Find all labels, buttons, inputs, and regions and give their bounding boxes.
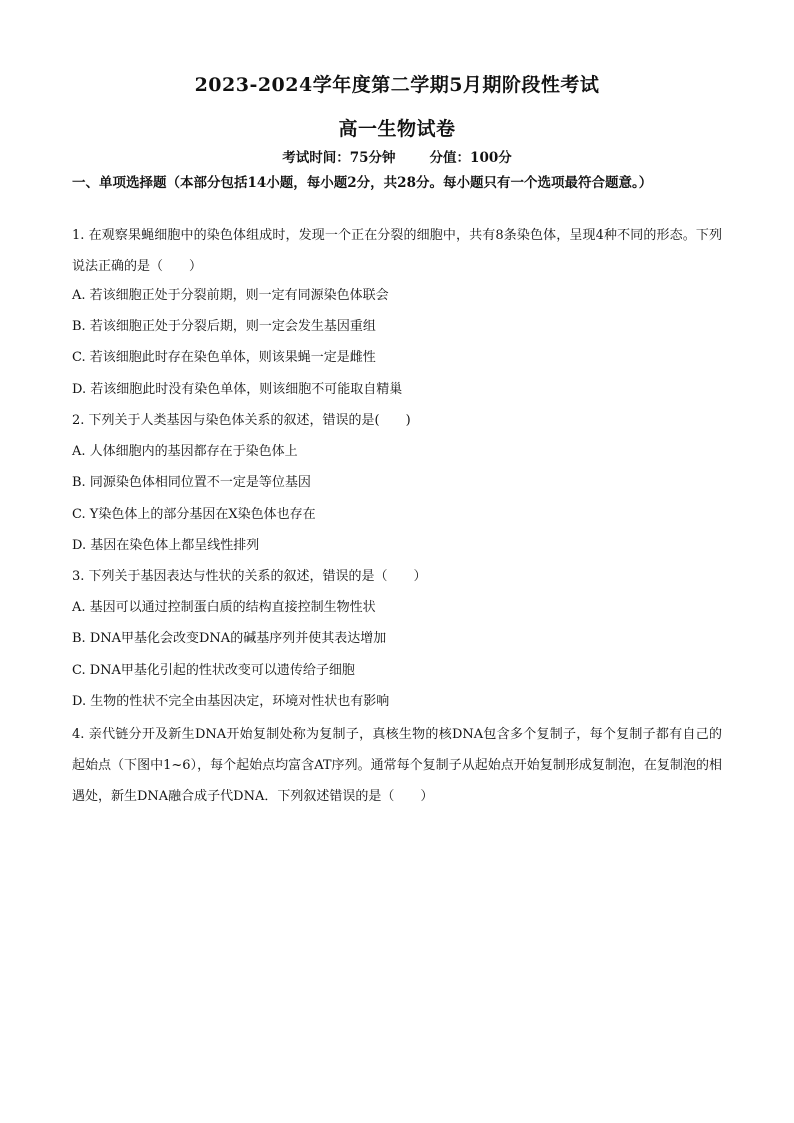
question-1-stem: 1. 在观察果蝇细胞中的染色体组成时，发现一个正在分裂的细胞中，共有8条染色体，呈现4种不同的形态。下列说法正确的是（ ） xyxy=(72,228,722,274)
question-3-stem: 3. 下列关于基因表达与性状的关系的叙述，错误的是（ ） xyxy=(72,569,427,584)
question-2-option-a: A. 人体细胞内的基因都存在于染色体上 xyxy=(72,444,298,459)
exam-time: 考试时间：75分钟 xyxy=(282,150,396,166)
question-2-option-d: D. 基因在染色体上都呈线性排列 xyxy=(72,538,260,553)
question-2-option-c: C. Y染色体上的部分基因在X染色体也存在 xyxy=(72,507,316,522)
exam-score: 分值：100分 xyxy=(429,150,512,166)
question-4-stem: 4. 亲代链分开及新生DNA开始复制处称为复制子，真核生物的核DNA包含多个复制子，每个复制子都有自己的起始点（下图中1~6），每个起始点均富含AT序列。通常每个复制子从起始点开始复制形成复制泡，在复制泡的相遇处，新生DNA融合成子代DNA．下列叙述错误的是（ ） xyxy=(72,727,722,804)
question-3-option-a: A. 基因可以通过控制蛋白质的结构直接控制生物性状 xyxy=(72,600,376,615)
exam-title: 2023-2024学年度第二学期5月期阶段性考试 xyxy=(194,74,600,96)
question-3-option-d: D. 生物的性状不完全由基因决定，环境对性状也有影响 xyxy=(72,694,390,709)
question-1-option-c: C. 若该细胞此时存在染色单体，则该果蝇一定是雌性 xyxy=(72,350,376,365)
question-3-option-b: B. DNA甲基化会改变DNA的碱基序列并使其表达增加 xyxy=(72,631,387,646)
question-1-option-a: A. 若该细胞正处于分裂前期，则一定有同源染色体联会 xyxy=(72,288,389,303)
section-heading: 一、单项选择题（本部分包括14小题，每小题2分，共28分。每小题只有一个选项最符合题意。） xyxy=(72,175,653,191)
question-3-option-c: C. DNA甲基化引起的性状改变可以遗传给子细胞 xyxy=(72,663,355,678)
question-2-stem: 2. 下列关于人类基因与染色体关系的叙述，错误的是( ) xyxy=(72,413,411,428)
question-1-option-d: D. 若该细胞此时没有染色单体，则该细胞不可能取自精巢 xyxy=(72,382,403,397)
question-2-option-b: B. 同源染色体相同位置不一定是等位基因 xyxy=(72,475,311,490)
exam-subtitle: 高一生物试卷 xyxy=(338,118,456,140)
exam-info xyxy=(0,146,794,166)
question-1-option-b: B. 若该细胞正处于分裂后期，则一定会发生基因重组 xyxy=(72,319,376,334)
